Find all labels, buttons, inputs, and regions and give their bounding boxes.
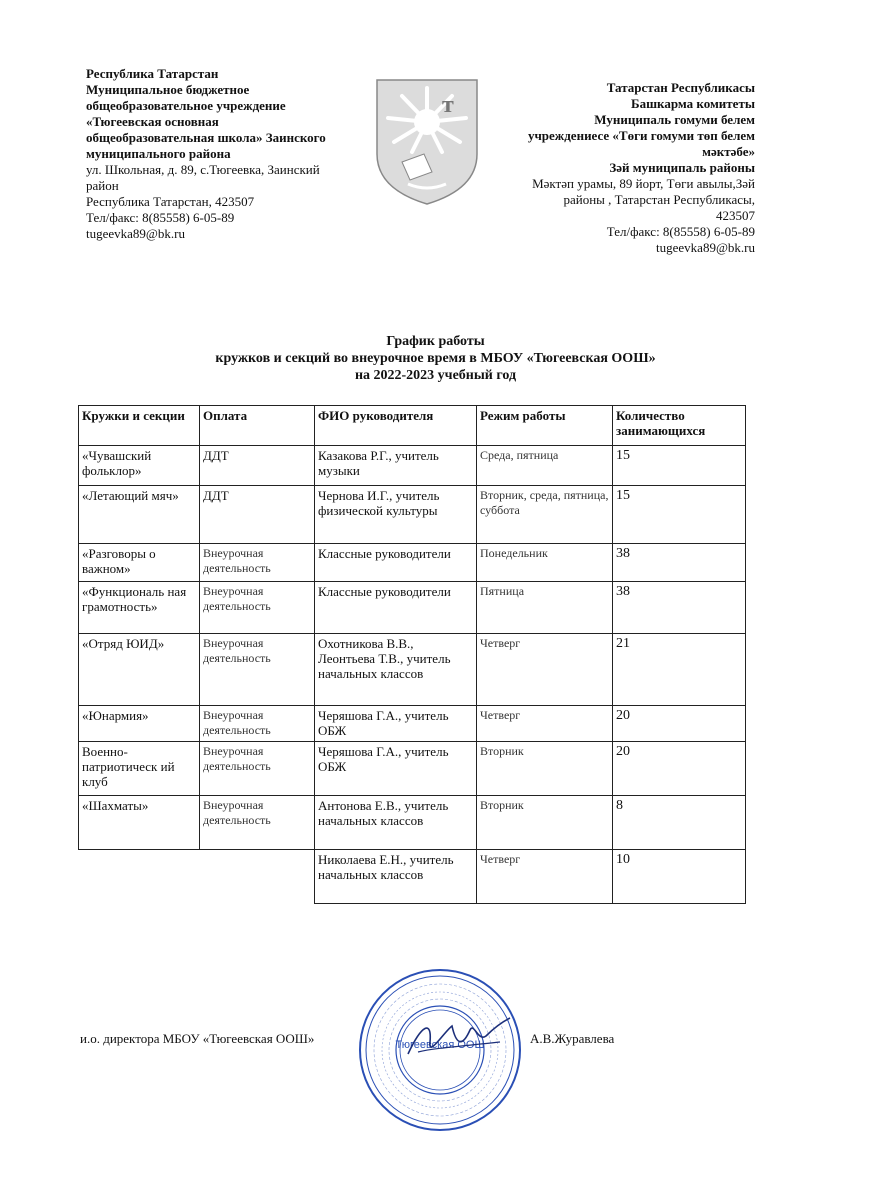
leader-name: Черяшова Г.А., учитель ОБЖ bbox=[315, 742, 477, 796]
table-row bbox=[79, 850, 746, 904]
schedule-days: Вторник bbox=[477, 796, 613, 850]
header-left-line: Республика Татарстан, 423507 bbox=[86, 194, 255, 209]
header-right-line: мәктәбе» bbox=[702, 144, 755, 159]
table-row bbox=[79, 706, 746, 742]
club-name: «Шахматы» bbox=[79, 796, 200, 850]
header-left-email: tugeevka89@bk.ru bbox=[86, 226, 185, 241]
club-name: «Юнармия» bbox=[79, 706, 200, 742]
header-left bbox=[86, 66, 371, 242]
participant-count: 15 bbox=[613, 446, 746, 486]
schedule-table bbox=[78, 405, 746, 904]
participant-count: 21 bbox=[613, 634, 746, 706]
table-row bbox=[79, 486, 746, 544]
payment-type: ДДТ bbox=[200, 486, 315, 544]
header-right-line: Зәй муниципаль районы bbox=[609, 160, 755, 175]
leader-name: Классные руководители bbox=[315, 544, 477, 582]
schedule-days: Понедельник bbox=[477, 544, 613, 582]
participant-count: 38 bbox=[613, 582, 746, 634]
club-name: «Разговоры о важном» bbox=[79, 544, 200, 582]
club-name: «Функциональ ная грамотность» bbox=[79, 582, 200, 634]
payment-type bbox=[200, 850, 315, 904]
schedule-days: Четверг bbox=[477, 634, 613, 706]
header-left-line: Тел/факс: 8(85558) 6-05-89 bbox=[86, 210, 235, 225]
club-name: «Чувашский фольклор» bbox=[79, 446, 200, 486]
leader-name: Николаева Е.Н., учитель начальных классов bbox=[315, 850, 477, 904]
schedule-days: Вторник, среда, пятница, суббота bbox=[477, 486, 613, 544]
header-right-email: tugeevka89@bk.ru bbox=[656, 240, 755, 255]
column-header: ФИО руководителя bbox=[315, 406, 477, 446]
schedule-days: Пятница bbox=[477, 582, 613, 634]
club-name: «Летающий мяч» bbox=[79, 486, 200, 544]
header-left-line: ул. Школьная, д. 89, с.Тюгеевка, Заинский bbox=[86, 162, 320, 177]
table-row bbox=[79, 634, 746, 706]
document-year: на 2022-2023 учебный год bbox=[354, 368, 517, 383]
schedule-days: Среда, пятница bbox=[477, 446, 613, 486]
schedule-days: Четверг bbox=[477, 850, 613, 904]
table-header-row bbox=[79, 406, 746, 446]
header-left-line: Муниципальное бюджетное bbox=[86, 82, 250, 97]
table-row bbox=[79, 582, 746, 634]
participant-count: 15 bbox=[613, 486, 746, 544]
header-left-line: район bbox=[86, 178, 119, 193]
header-left-line: общеобразовательная школа» Заинского bbox=[86, 130, 326, 145]
leader-name: Классные руководители bbox=[315, 582, 477, 634]
table-row bbox=[79, 796, 746, 850]
schedule-days: Вторник bbox=[477, 742, 613, 796]
table-row bbox=[79, 446, 746, 486]
participant-count: 20 bbox=[613, 706, 746, 742]
header-left-line: Республика Татарстан bbox=[86, 66, 219, 81]
leader-name: Казакова Р.Г., учитель музыки bbox=[315, 446, 477, 486]
participant-count: 20 bbox=[613, 742, 746, 796]
payment-type: Внеурочная деятельность bbox=[200, 706, 315, 742]
leader-name: Охотникова В.В., Леонтьева Т.В., учитель начальных классов bbox=[315, 634, 477, 706]
leader-name: Черяшова Г.А., учитель ОБЖ bbox=[315, 706, 477, 742]
header-right-line: Муниципаль гомуми белем bbox=[594, 112, 755, 127]
header-right-line: Мәктәп урамы, 89 йорт, Төги авылы,Зәй bbox=[532, 176, 755, 191]
club-name: Военно-патриотическ ий клуб bbox=[79, 742, 200, 796]
leader-name: Антонова Е.В., учитель начальных классов bbox=[315, 796, 477, 850]
svg-text:т: т bbox=[442, 92, 454, 118]
payment-type: Внеурочная деятельность bbox=[200, 582, 315, 634]
header-right-line: Татарстан Республикасы bbox=[606, 80, 755, 95]
signatory-name: А.В.Журавлева bbox=[530, 1031, 615, 1046]
column-header: Оплата bbox=[200, 406, 315, 446]
participant-count: 8 bbox=[613, 796, 746, 850]
header-right-line: учреждениесе «Төги гомуми төп белем bbox=[527, 128, 755, 143]
document-subtitle: кружков и секций во внеурочное время в МБОУ «Тюгеевская ООШ» bbox=[215, 351, 656, 366]
header-right-line: районы , Татарстан Республикасы, bbox=[563, 192, 755, 207]
column-header: Количество занимающихся bbox=[613, 406, 746, 446]
stamp-center-text: Тюгеевская ООШ bbox=[395, 1039, 485, 1051]
column-header: Кружки и секции bbox=[79, 406, 200, 446]
schedule-days: Четверг bbox=[477, 706, 613, 742]
column-header: Режим работы bbox=[477, 406, 613, 446]
header-left-line: муниципального района bbox=[86, 146, 231, 161]
participant-count: 10 bbox=[613, 850, 746, 904]
header-left-line: «Тюгеевская основная bbox=[86, 114, 219, 129]
handwritten-signature bbox=[404, 1012, 514, 1067]
table-row bbox=[79, 544, 746, 582]
payment-type: ДДТ bbox=[200, 446, 315, 486]
sun-emblem-icon bbox=[372, 74, 482, 206]
header-right bbox=[475, 80, 755, 256]
signatory-position: и.о. директора МБОУ «Тюгеевская ООШ» bbox=[80, 1031, 315, 1046]
table-row bbox=[79, 742, 746, 796]
club-name bbox=[79, 850, 200, 904]
header-right-line: Тел/факс: 8(85558) 6-05-89 bbox=[606, 224, 755, 239]
header-right-line: 423507 bbox=[716, 208, 755, 223]
payment-type: Внеурочная деятельность bbox=[200, 742, 315, 796]
participant-count: 38 bbox=[613, 544, 746, 582]
payment-type: Внеурочная деятельность bbox=[200, 634, 315, 706]
header-right-line: Башкарма комитеты bbox=[630, 96, 755, 111]
payment-type: Внеурочная деятельность bbox=[200, 796, 315, 850]
document-title: График работы bbox=[386, 334, 485, 349]
club-name: «Отряд ЮИД» bbox=[79, 634, 200, 706]
leader-name: Чернова И.Г., учитель физической культуры bbox=[315, 486, 477, 544]
header-left-line: общеобразовательное учреждение bbox=[86, 98, 286, 113]
payment-type: Внеурочная деятельность bbox=[200, 544, 315, 582]
